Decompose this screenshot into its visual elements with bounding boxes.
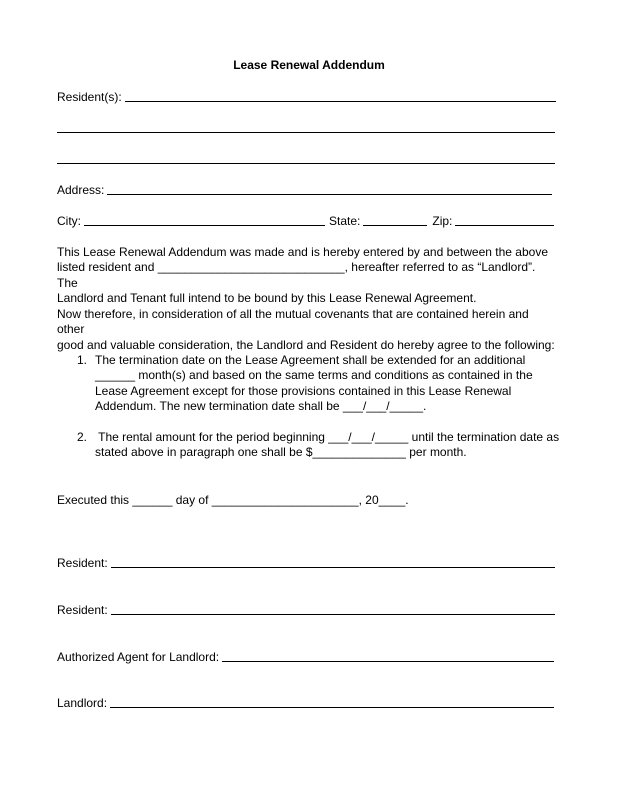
resident-signature-line[interactable]: [111, 567, 555, 568]
item-number: 2.: [77, 430, 88, 444]
item-line: ______ month(s) and based on the same terms and conditions as contained in the: [95, 368, 533, 383]
agent-label: Authorized Agent for Landlord:: [57, 650, 220, 664]
item-line: Addendum. The new termination date shall be ___/___/_____.: [95, 398, 427, 413]
executed-line: Executed this ______ day of ______________________, 20____.: [57, 493, 409, 507]
landlord-signature[interactable]: [57, 694, 554, 710]
zip-label: Zip:: [432, 214, 453, 228]
consideration-line-2: good and valuable consideration, the Landlord and Resident do hereby agree to the following:: [57, 337, 555, 352]
item-line: The rental amount for the period beginning ___/___/_____ until the termination date as: [95, 430, 560, 444]
city-label: City:: [57, 214, 81, 228]
intro-line-2: listed resident and ____________________________, hereafter referred to as “Landlord”. The: [57, 260, 536, 290]
intro-line-3: Landlord and Tenant full intend to be bound by this Lease Renewal Agreement.: [57, 290, 477, 305]
item-line: Lease Agreement except for those provisions contained in this Lease Renewal: [95, 383, 512, 398]
address-line[interactable]: [107, 194, 552, 195]
resident-label: Resident:: [57, 603, 108, 617]
list-item: [77, 353, 557, 414]
city-state-zip-row: [57, 212, 554, 228]
resident-signature-line[interactable]: [111, 614, 555, 615]
item-number: 1.: [77, 353, 88, 367]
residents-line-3[interactable]: [57, 163, 555, 164]
resident-signature-2[interactable]: [57, 601, 555, 617]
document-title: Lease Renewal Addendum: [233, 58, 385, 72]
intro-paragraph: [57, 245, 557, 306]
state-label: State:: [329, 214, 361, 228]
residents-line-2[interactable]: [57, 132, 555, 133]
landlord-label: Landlord:: [57, 696, 108, 710]
residents-line[interactable]: [125, 101, 556, 102]
landlord-signature-line[interactable]: [110, 707, 554, 708]
agent-signature[interactable]: [57, 648, 554, 664]
state-line[interactable]: [363, 225, 427, 226]
intro-line-1: This Lease Renewal Addendum was made and is hereby entered by and between the above: [57, 245, 548, 259]
consideration-paragraph: [57, 307, 557, 353]
consideration-line-1: Now therefore, in consideration of all the mutual covenants that are contained herein and other: [57, 307, 529, 337]
item-line: stated above in paragraph one shall be $______________ per month.: [95, 445, 467, 460]
zip-line[interactable]: [455, 225, 554, 226]
list-item: [77, 430, 560, 461]
city-line[interactable]: [84, 225, 325, 226]
address-label: Address:: [57, 183, 105, 197]
agent-signature-line[interactable]: [222, 661, 554, 662]
residents-field[interactable]: [57, 88, 556, 104]
resident-label: Resident:: [57, 556, 108, 570]
address-field[interactable]: [57, 181, 552, 197]
item-line: The termination date on the Lease Agreement shall be extended for an additional: [95, 353, 526, 367]
residents-label: Resident(s):: [57, 90, 122, 104]
resident-signature-1[interactable]: [57, 554, 555, 570]
